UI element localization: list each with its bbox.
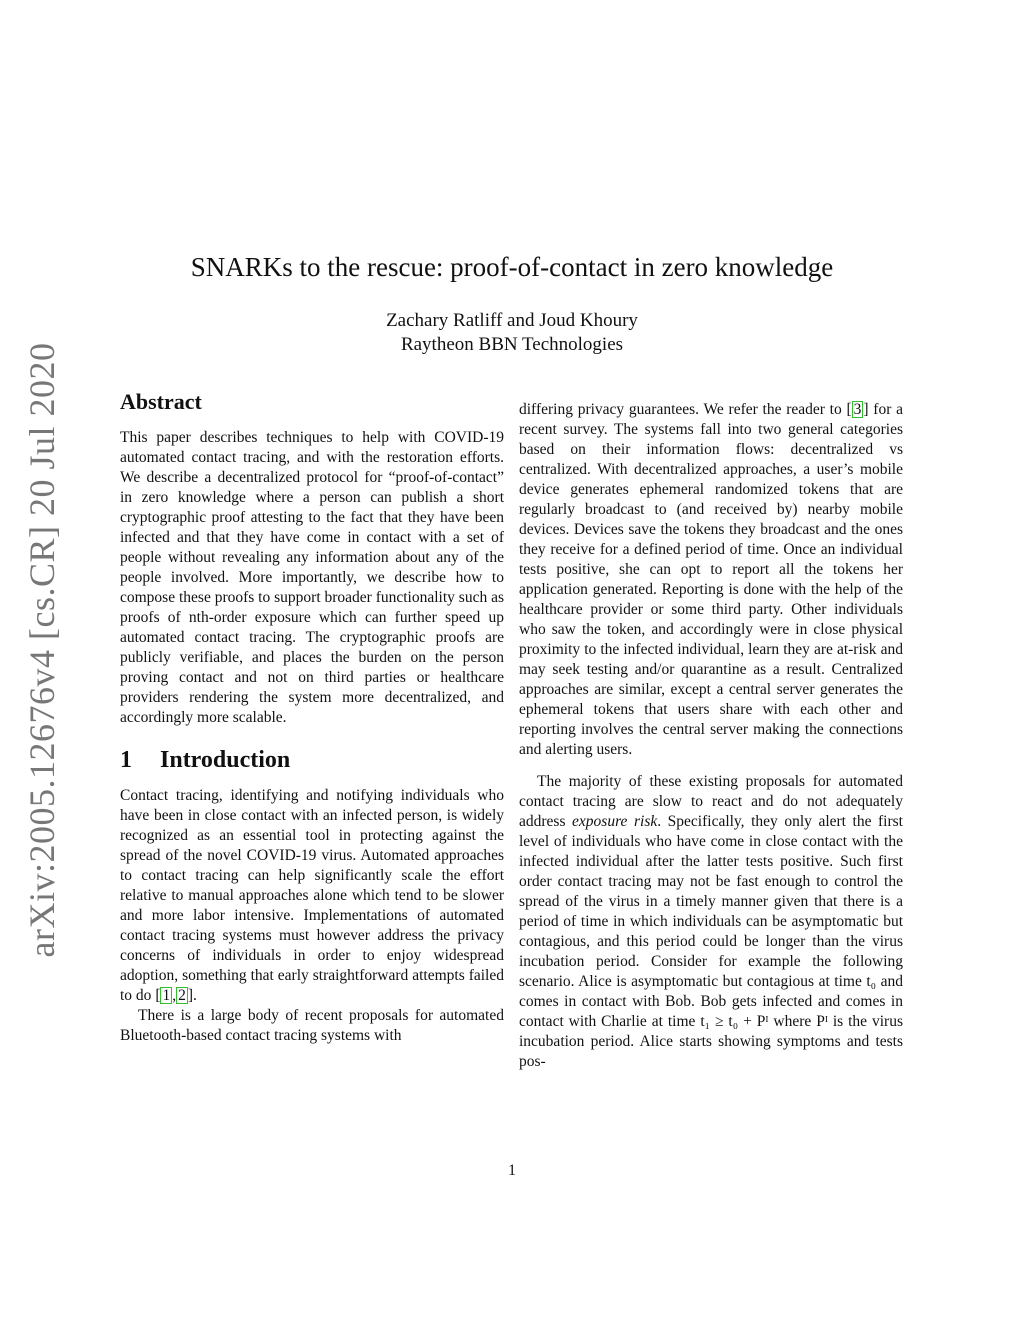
citation-link-2[interactable]: 2	[178, 987, 186, 1004]
left-column	[120, 389, 504, 1046]
right-paragraph-2-text: . Specifically, they only alert the first level of individuals who have come in close contact with the infected individual after the latter tests positive. Such first order contact tracing may not be fast enough to control the spread of the virus in a timely manner given that there is a period of time in which individuals can be asymptomatic but contagious, and this period could be longer than the virus incubation period. Consider for example the following scenario. Alice is asymptomatic but contagious at time t₀ and comes in contact with Bob. Bob gets infected and comes in contact with Charlie at time t₁ ≥ t₀ + Pᴵ where Pᴵ is the virus incubation period. Alice starts showing symptoms and tests pos-	[519, 813, 903, 1070]
right-paragraph-2	[519, 772, 903, 1072]
intro-paragraph-1: Contact tracing, identifying and notifying individuals who have been in close contact with an infected person, is widely recognized as an essential tool in protecting against the spread of the novel COVID-19 virus. Automated approaches to contact tracing can help significantly scale the effort relative to manual approaches alone which tend to be slower and more labor intensive. Implementations of automated contact tracing systems must however address the privacy concerns of individuals in order to enjoy widespread adoption, something that early straightforward attempts failed to do [ 1 , 2 ].	[120, 787, 504, 1004]
citation-link-1[interactable]: 1	[162, 987, 171, 1004]
section-heading-introduction	[120, 747, 504, 773]
arxiv-identifier: arXiv:2005.12676v4 [cs.CR] 20 Jul 2020	[22, 342, 62, 958]
abstract-text: This paper describes techniques to help with COVID-19 automated contact tracing, and with the restoration efforts. We describe a decentralized protocol for “proof-of-contact” in zero knowledge where a person can publish a short cryptographic proof attesting to the fact that they have been infected and that they have come in contact with a set of people without revealing any information about any of the people involved. More importantly, we describe how to compose these proofs to support broader functionality such as proofs of nth-order exposure which can further speed up automated contact tracing. The cryptographic proofs are publicly verifiable, and places the burden on the person proving contact and not on third parties or healthcare providers rendering the system more decentralized, and accordingly more scalable.	[120, 429, 504, 726]
section-number: 1	[120, 747, 132, 773]
right-paragraph-1: differing privacy guarantees. We refer the reader to [ 3 ] for a recent survey. The systems fall into two general categories based on their information flows: decentralized vs centralized. With decentralized approaches, a user’s mobile device generates ephemeral randomized tokens that are regularly broadcast to (and received by) nearby mobile devices. Devices save the tokens they broadcast and the ones they receive for a defined period of time. Once an individual tests positive, she can opt to report all the tokens her application generated. Reporting is done with the help of the healthcare provider or some third party. Other individuals who saw the token, and accordingly were in close physical proximity to the infected individual, learn they are at-risk and may seek testing and/or quarantine as a result. Centralized approaches are similar, except a central server generates the ephemeral tokens that users share with each other and reporting involves the central server making the connections and alerting users.	[519, 401, 904, 758]
paper-affiliation: Raytheon BBN Technologies	[400, 334, 624, 355]
right-paragraph-1-lead: differing privacy guarantees. We refer the reader to	[519, 401, 847, 418]
intro-paragraph-1-text: Contact tracing, identifying and notifying individuals who have been in close contact with an infected person, is widely recognized as an essential tool in protecting against the spread of the novel COVID-19 virus. Automated approaches to contact tracing can help significantly scale the effort relative to manual approaches alone which tend to be slower and more labor intensive. Implementations of automated contact tracing systems must however address the privacy concerns of individuals in order to enjoy widespread adoption, something that early straightforward attempts failed to do	[120, 787, 504, 1004]
right-paragraph-1-text: for a recent survey. The systems fall into two general categories based on their information flows: decentralized vs centralized. With decentralized approaches, a user’s mobile device generates ephemeral randomized tokens that are regularly broadcast to (and received by) nearby mobile devices. Devices save the tokens they broadcast and the ones they receive for a defined period of time. Once an individual tests positive, she can opt to report all the tokens her application generated. Reporting is done with the help of the healthcare provider or some third party. Other individuals who saw the token, and accordingly were in close physical proximity to the infected individual, learn they are at-risk and may seek testing and/or quarantine as a result. Centralized approaches are similar, except a central server generates the ephemeral tokens that users share with each other and reporting involves the central server making the connections and alerting users.	[519, 401, 904, 758]
paper-title: SNARKs to the rescue: proof-of-contact in zero knowledge	[190, 252, 834, 282]
section-title: Introduction	[160, 747, 291, 773]
right-paragraph-2-lead: The majority of these existing proposals for automated contact tracing are slow to react and do not adequately address	[519, 773, 903, 830]
abstract-heading: Abstract	[120, 389, 202, 414]
right-column	[519, 400, 903, 1072]
intro-paragraph-2: There is a large body of recent proposals for automated Bluetooth-based contact tracing systems with	[120, 1007, 504, 1044]
page-number: 1	[508, 1162, 516, 1179]
paper-authors: Zachary Ratliff and Joud Khoury	[386, 310, 638, 331]
citation-link-3[interactable]: 3	[853, 401, 862, 418]
exposure-risk-term: exposure risk	[572, 813, 658, 830]
